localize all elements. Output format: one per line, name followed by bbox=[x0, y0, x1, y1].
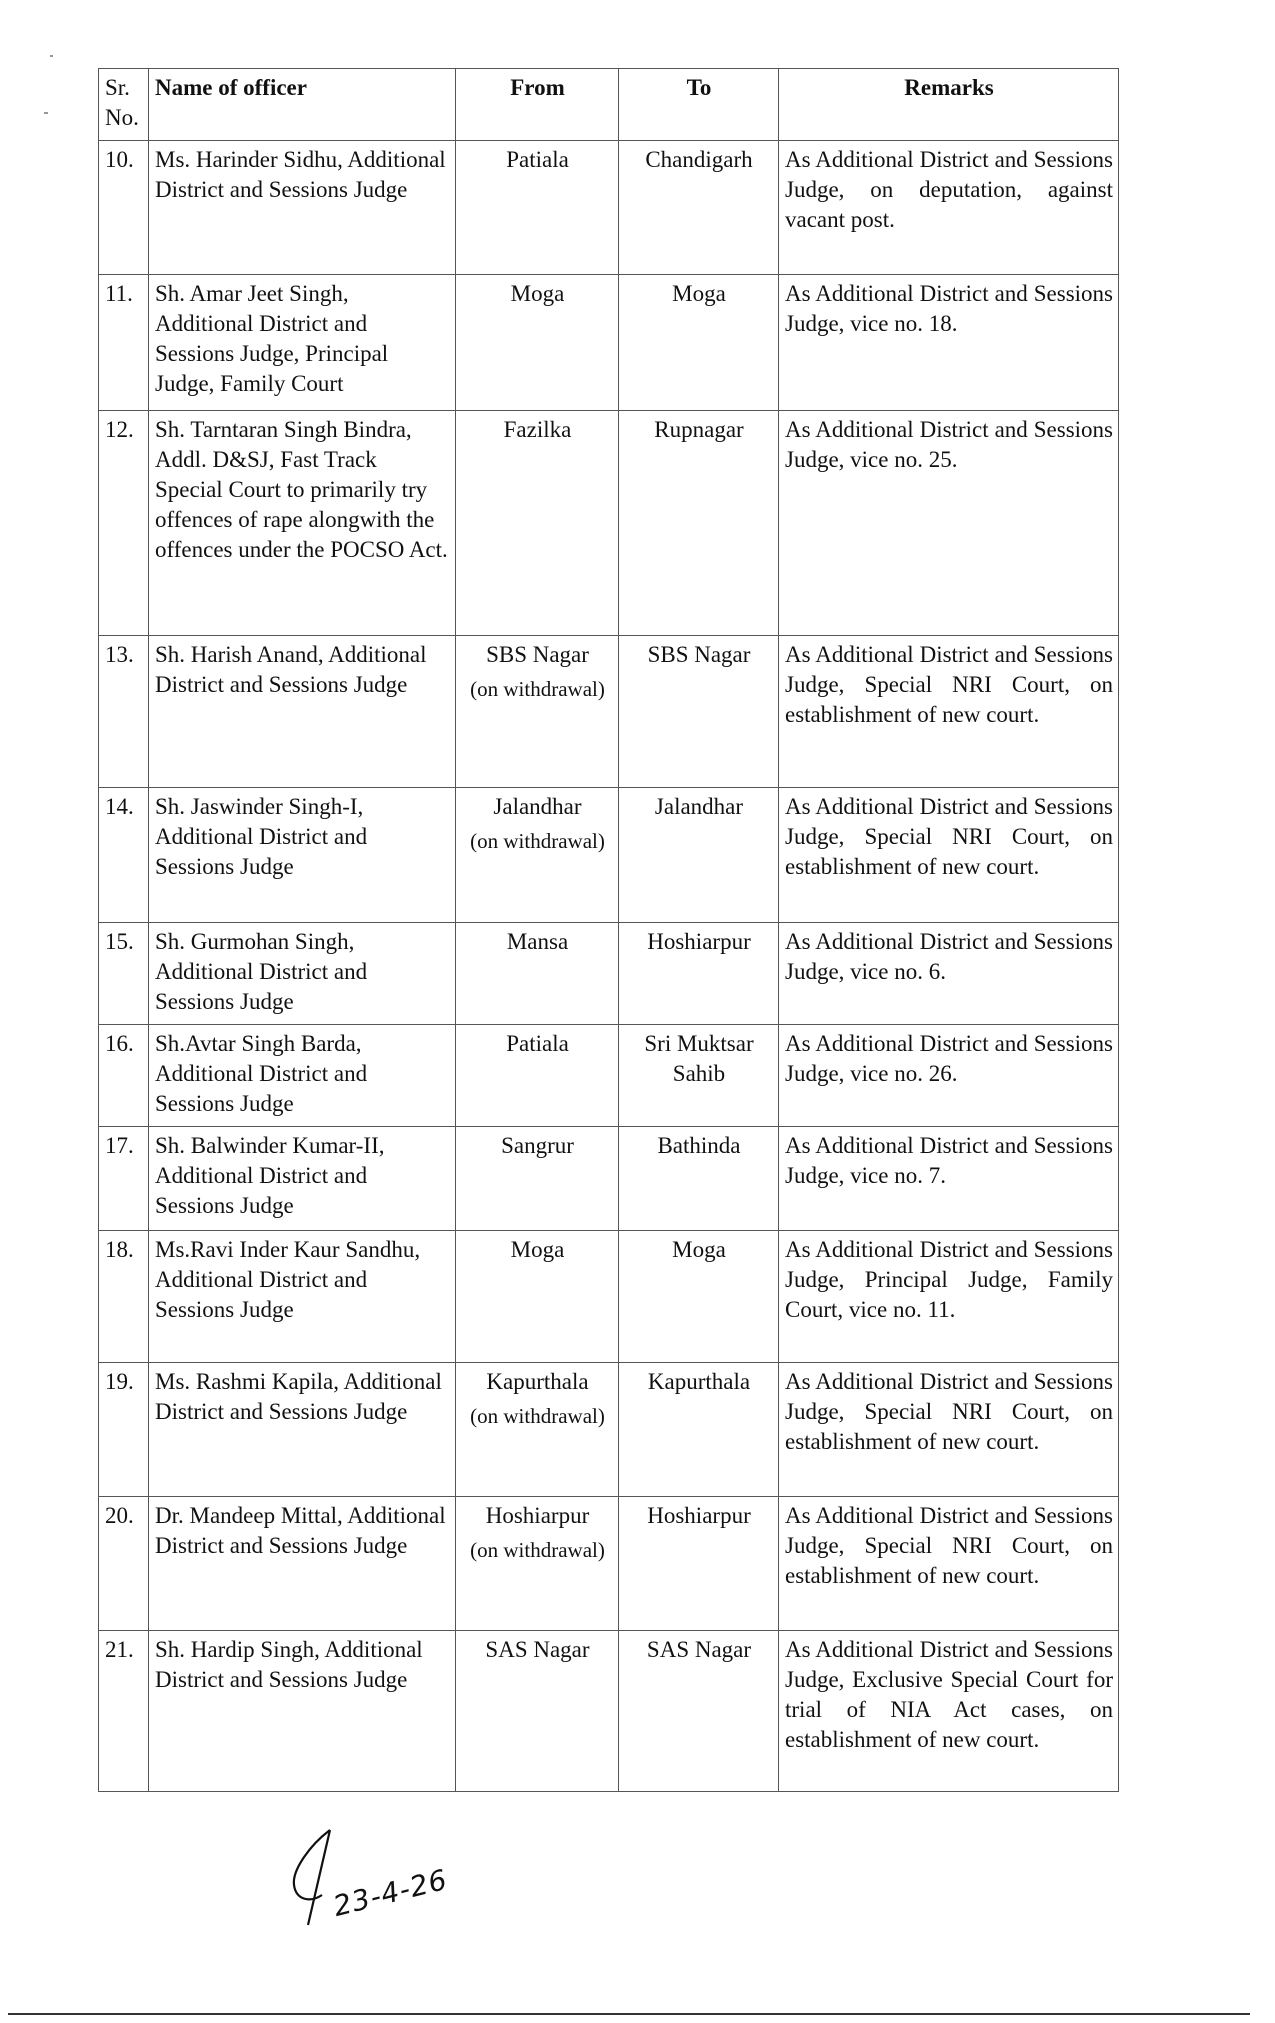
cell-officer-name: Sh. Tarntaran Singh Bindra, Addl. D&SJ, Fast Track Special Court to primarily try offences of rape alongwith the offences under the POCSO Act. bbox=[149, 411, 456, 636]
from-place: Patiala bbox=[506, 1031, 569, 1056]
cell-officer-name: Sh. Balwinder Kumar-II, Additional District and Sessions Judge bbox=[149, 1127, 456, 1231]
cell-from bbox=[456, 141, 619, 275]
cell-from bbox=[456, 275, 619, 411]
cell-sr-no: 12. bbox=[99, 411, 149, 636]
table-row bbox=[99, 1231, 1119, 1363]
cell-remarks: As Additional District and Sessions Judge, vice no. 25. bbox=[779, 411, 1119, 636]
from-place: Fazilka bbox=[503, 417, 572, 442]
header-name-of-officer: Name of officer bbox=[149, 69, 456, 141]
cell-from bbox=[456, 1363, 619, 1497]
cell-officer-name: Ms. Rashmi Kapila, Additional District and Sessions Judge bbox=[149, 1363, 456, 1497]
table-row bbox=[99, 1363, 1119, 1497]
from-place: Patiala bbox=[506, 147, 569, 172]
from-note: (on withdrawal) bbox=[470, 677, 605, 701]
cell-officer-name: Sh. Amar Jeet Singh, Additional District and Sessions Judge, Principal Judge, Family Court bbox=[149, 275, 456, 411]
cell-officer-name: Ms.Ravi Inder Kaur Sandhu, Additional District and Sessions Judge bbox=[149, 1231, 456, 1363]
cell-sr-no: 21. bbox=[99, 1631, 149, 1792]
table-row bbox=[99, 1025, 1119, 1127]
cell-remarks: As Additional District and Sessions Judge, Special NRI Court, on establishment of new court. bbox=[779, 636, 1119, 788]
header-to: To bbox=[619, 69, 779, 141]
cell-remarks: As Additional District and Sessions Judge, Special NRI Court, on establishment of new court. bbox=[779, 1363, 1119, 1497]
cell-remarks: As Additional District and Sessions Judge, Special NRI Court, on establishment of new court. bbox=[779, 1497, 1119, 1631]
cell-to: SBS Nagar bbox=[619, 636, 779, 788]
header-from: From bbox=[456, 69, 619, 141]
cell-sr-no: 16. bbox=[99, 1025, 149, 1127]
officer-transfer-table bbox=[98, 68, 1119, 1792]
from-place: Mansa bbox=[506, 929, 569, 954]
cell-sr-no: 13. bbox=[99, 636, 149, 788]
cell-officer-name: Sh. Hardip Singh, Additional District and Sessions Judge bbox=[149, 1631, 456, 1792]
cell-sr-no: 11. bbox=[99, 275, 149, 411]
bottom-rule bbox=[8, 2013, 1250, 2015]
cell-remarks: As Additional District and Sessions Judge, vice no. 6. bbox=[779, 923, 1119, 1025]
cell-to: Kapurthala bbox=[619, 1363, 779, 1497]
cell-remarks: As Additional District and Sessions Judge, vice no. 26. bbox=[779, 1025, 1119, 1127]
from-place: Sangrur bbox=[501, 1133, 574, 1158]
cell-to: Jalandhar bbox=[619, 788, 779, 923]
cell-to: Chandigarh bbox=[619, 141, 779, 275]
from-note: (on withdrawal) bbox=[470, 1538, 605, 1562]
cell-from bbox=[456, 1631, 619, 1792]
cell-to: Hoshiarpur bbox=[619, 1497, 779, 1631]
from-place: SBS Nagar bbox=[486, 642, 589, 667]
cell-from bbox=[456, 411, 619, 636]
cell-to: Sri Muktsar Sahib bbox=[619, 1025, 779, 1127]
table-row bbox=[99, 411, 1119, 636]
cell-remarks: As Additional District and Sessions Judge, vice no. 18. bbox=[779, 275, 1119, 411]
cell-officer-name: Sh. Harish Anand, Additional District and Sessions Judge bbox=[149, 636, 456, 788]
cell-from bbox=[456, 636, 619, 788]
cell-remarks: As Additional District and Sessions Judge, on deputation, against vacant post. bbox=[779, 141, 1119, 275]
cell-to: Moga bbox=[619, 1231, 779, 1363]
cell-remarks: As Additional District and Sessions Judge, Special NRI Court, on establishment of new court. bbox=[779, 788, 1119, 923]
cell-remarks: As Additional District and Sessions Judge, vice no. 7. bbox=[779, 1127, 1119, 1231]
cell-sr-no: 15. bbox=[99, 923, 149, 1025]
scan-speck bbox=[50, 55, 53, 57]
from-note: (on withdrawal) bbox=[470, 829, 605, 853]
from-place: Moga bbox=[510, 281, 565, 306]
cell-from bbox=[456, 923, 619, 1025]
cell-sr-no: 10. bbox=[99, 141, 149, 275]
cell-to: SAS Nagar bbox=[619, 1631, 779, 1792]
cell-officer-name: Ms. Harinder Sidhu, Additional District and Sessions Judge bbox=[149, 141, 456, 275]
cell-to: Moga bbox=[619, 275, 779, 411]
cell-officer-name: Sh.Avtar Singh Barda, Additional District and Sessions Judge bbox=[149, 1025, 456, 1127]
cell-sr-no: 20. bbox=[99, 1497, 149, 1631]
header-remarks: Remarks bbox=[779, 69, 1119, 141]
cell-to: Bathinda bbox=[619, 1127, 779, 1231]
header-sr-no: Sr. No. bbox=[99, 69, 149, 141]
cell-officer-name: Sh. Jaswinder Singh-I, Additional District and Sessions Judge bbox=[149, 788, 456, 923]
from-place: Kapurthala bbox=[486, 1369, 589, 1394]
from-note: (on withdrawal) bbox=[470, 1404, 605, 1428]
cell-sr-no: 14. bbox=[99, 788, 149, 923]
cell-to: Rupnagar bbox=[619, 411, 779, 636]
scan-speck bbox=[44, 112, 48, 114]
cell-from bbox=[456, 1231, 619, 1363]
table-row bbox=[99, 923, 1119, 1025]
cell-from bbox=[456, 1497, 619, 1631]
cell-from bbox=[456, 788, 619, 923]
table-header-row bbox=[99, 69, 1119, 141]
signature-date: 23-4-26 bbox=[330, 1862, 451, 1923]
from-place: Hoshiarpur bbox=[485, 1503, 590, 1528]
from-place: Jalandhar bbox=[493, 794, 582, 819]
cell-sr-no: 17. bbox=[99, 1127, 149, 1231]
cell-sr-no: 18. bbox=[99, 1231, 149, 1363]
table-row bbox=[99, 636, 1119, 788]
cell-from bbox=[456, 1025, 619, 1127]
cell-remarks: As Additional District and Sessions Judge, Exclusive Special Court for trial of NIA Act cases, on establishment of new court. bbox=[779, 1631, 1119, 1792]
table-row bbox=[99, 275, 1119, 411]
from-place: SAS Nagar bbox=[485, 1637, 590, 1662]
cell-remarks: As Additional District and Sessions Judge, Principal Judge, Family Court, vice no. 11. bbox=[779, 1231, 1119, 1363]
cell-officer-name: Sh. Gurmohan Singh, Additional District and Sessions Judge bbox=[149, 923, 456, 1025]
table-row bbox=[99, 1631, 1119, 1792]
cell-officer-name: Dr. Mandeep Mittal, Additional District and Sessions Judge bbox=[149, 1497, 456, 1631]
table-row bbox=[99, 1497, 1119, 1631]
cell-sr-no: 19. bbox=[99, 1363, 149, 1497]
from-place: Moga bbox=[510, 1237, 565, 1262]
cell-from bbox=[456, 1127, 619, 1231]
table-row bbox=[99, 1127, 1119, 1231]
table-row bbox=[99, 788, 1119, 923]
table-row bbox=[99, 141, 1119, 275]
cell-to: Hoshiarpur bbox=[619, 923, 779, 1025]
